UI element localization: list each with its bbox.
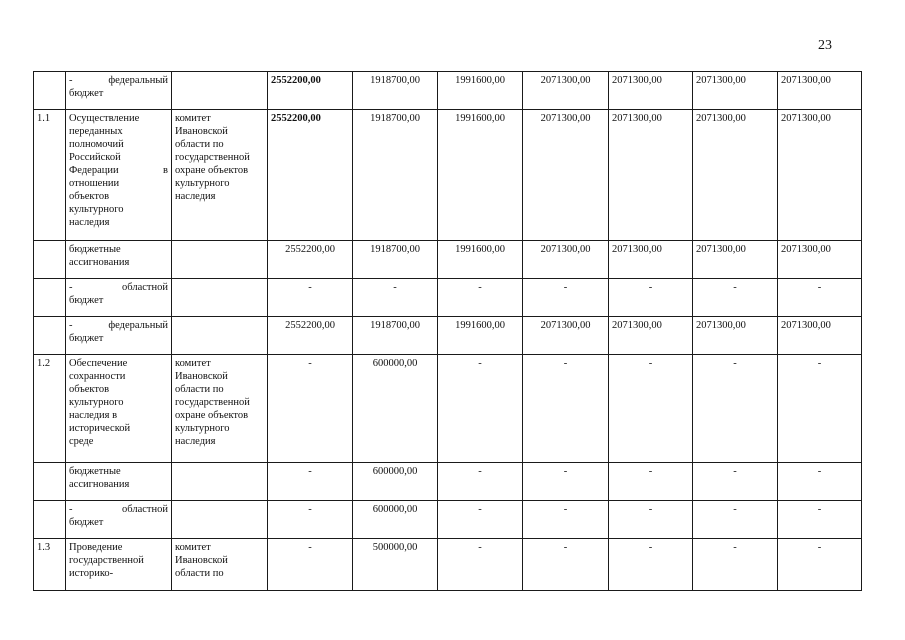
row-code: [34, 241, 66, 279]
value-cell: -: [693, 279, 778, 317]
value-cell: -: [609, 539, 693, 591]
value-cell: -: [778, 539, 862, 591]
row-code: [34, 72, 66, 110]
row-name: Проведение государственной историко-: [66, 539, 172, 591]
value-cell: -: [693, 355, 778, 463]
value-cell: -: [523, 355, 609, 463]
value-cell: 2552200,00: [268, 110, 353, 241]
value-cell: 500000,00: [353, 539, 438, 591]
value-cell: -: [438, 463, 523, 501]
row-code: 1.1: [34, 110, 66, 241]
value-cell: 2071300,00: [609, 317, 693, 355]
value-cell: 2071300,00: [523, 241, 609, 279]
value-cell: 600000,00: [353, 501, 438, 539]
value-cell: -: [438, 539, 523, 591]
value-cell: -: [778, 279, 862, 317]
row-executor: [172, 463, 268, 501]
row-code: [34, 463, 66, 501]
row-executor: [172, 241, 268, 279]
value-cell: 1918700,00: [353, 72, 438, 110]
value-cell: -: [523, 539, 609, 591]
row-executor: [172, 72, 268, 110]
value-cell: 1991600,00: [438, 110, 523, 241]
value-cell: -: [778, 355, 862, 463]
value-cell: 2071300,00: [778, 241, 862, 279]
value-cell: 2071300,00: [778, 317, 862, 355]
budget-table: [33, 71, 862, 591]
row-executor: комитет Ивановской области по государственной охране объектов культурного наследия: [172, 110, 268, 241]
value-cell: 2071300,00: [778, 110, 862, 241]
value-cell: 2071300,00: [523, 110, 609, 241]
row-code: [34, 501, 66, 539]
row-executor: [172, 501, 268, 539]
value-cell: 600000,00: [353, 355, 438, 463]
value-cell: -: [438, 501, 523, 539]
value-cell: -: [693, 501, 778, 539]
value-cell: 2071300,00: [778, 72, 862, 110]
table-row: [34, 355, 862, 463]
value-cell: 600000,00: [353, 463, 438, 501]
page-number: 23: [818, 38, 832, 53]
value-cell: -: [438, 355, 523, 463]
row-executor: комитет Ивановской области по: [172, 539, 268, 591]
value-cell: -: [523, 279, 609, 317]
row-name: - федеральный бюджет: [66, 317, 172, 355]
value-cell: -: [609, 501, 693, 539]
value-cell: 1991600,00: [438, 241, 523, 279]
value-cell: 1991600,00: [438, 72, 523, 110]
value-cell: 2071300,00: [523, 72, 609, 110]
value-cell: 2552200,00: [268, 241, 353, 279]
table-row: [34, 317, 862, 355]
row-code: 1.3: [34, 539, 66, 591]
row-name: бюджетные ассигнования: [66, 463, 172, 501]
value-cell: 2071300,00: [523, 317, 609, 355]
value-cell: -: [268, 355, 353, 463]
value-cell: -: [523, 463, 609, 501]
value-cell: 2071300,00: [693, 241, 778, 279]
value-cell: 2071300,00: [609, 72, 693, 110]
value-cell: -: [523, 501, 609, 539]
row-executor: комитет Ивановской области по государственной охране объектов культурного наследия: [172, 355, 268, 463]
value-cell: -: [778, 463, 862, 501]
value-cell: 1991600,00: [438, 317, 523, 355]
row-name: - областной бюджет: [66, 279, 172, 317]
row-executor: [172, 317, 268, 355]
value-cell: -: [609, 279, 693, 317]
table-row: [34, 463, 862, 501]
row-code: [34, 279, 66, 317]
value-cell: -: [268, 279, 353, 317]
value-cell: -: [438, 279, 523, 317]
value-cell: 2071300,00: [693, 110, 778, 241]
table-row: [34, 110, 862, 241]
value-cell: 1918700,00: [353, 110, 438, 241]
value-cell: -: [268, 501, 353, 539]
table-row: [34, 539, 862, 591]
row-name: - федеральный бюджет: [66, 72, 172, 110]
row-code: [34, 317, 66, 355]
value-cell: 2552200,00: [268, 72, 353, 110]
row-name: Обеспечение сохранности объектов культурного наследия в исторической среде: [66, 355, 172, 463]
row-name: Осуществление переданных полномочий Российской Федерации в отношении объектов культурного наследия: [66, 110, 172, 241]
value-cell: -: [268, 539, 353, 591]
value-cell: -: [609, 463, 693, 501]
value-cell: -: [268, 463, 353, 501]
table-row: [34, 72, 862, 110]
value-cell: -: [609, 355, 693, 463]
value-cell: 1918700,00: [353, 317, 438, 355]
value-cell: 1918700,00: [353, 241, 438, 279]
table-row: [34, 241, 862, 279]
table-row: [34, 279, 862, 317]
value-cell: 2071300,00: [693, 317, 778, 355]
row-code: 1.2: [34, 355, 66, 463]
value-cell: -: [693, 463, 778, 501]
value-cell: 2552200,00: [268, 317, 353, 355]
row-executor: [172, 279, 268, 317]
value-cell: 2071300,00: [609, 241, 693, 279]
row-name: - областной бюджет: [66, 501, 172, 539]
value-cell: -: [778, 501, 862, 539]
value-cell: 2071300,00: [609, 110, 693, 241]
value-cell: -: [353, 279, 438, 317]
row-name: бюджетные ассигнования: [66, 241, 172, 279]
table-row: [34, 501, 862, 539]
value-cell: -: [693, 539, 778, 591]
value-cell: 2071300,00: [693, 72, 778, 110]
